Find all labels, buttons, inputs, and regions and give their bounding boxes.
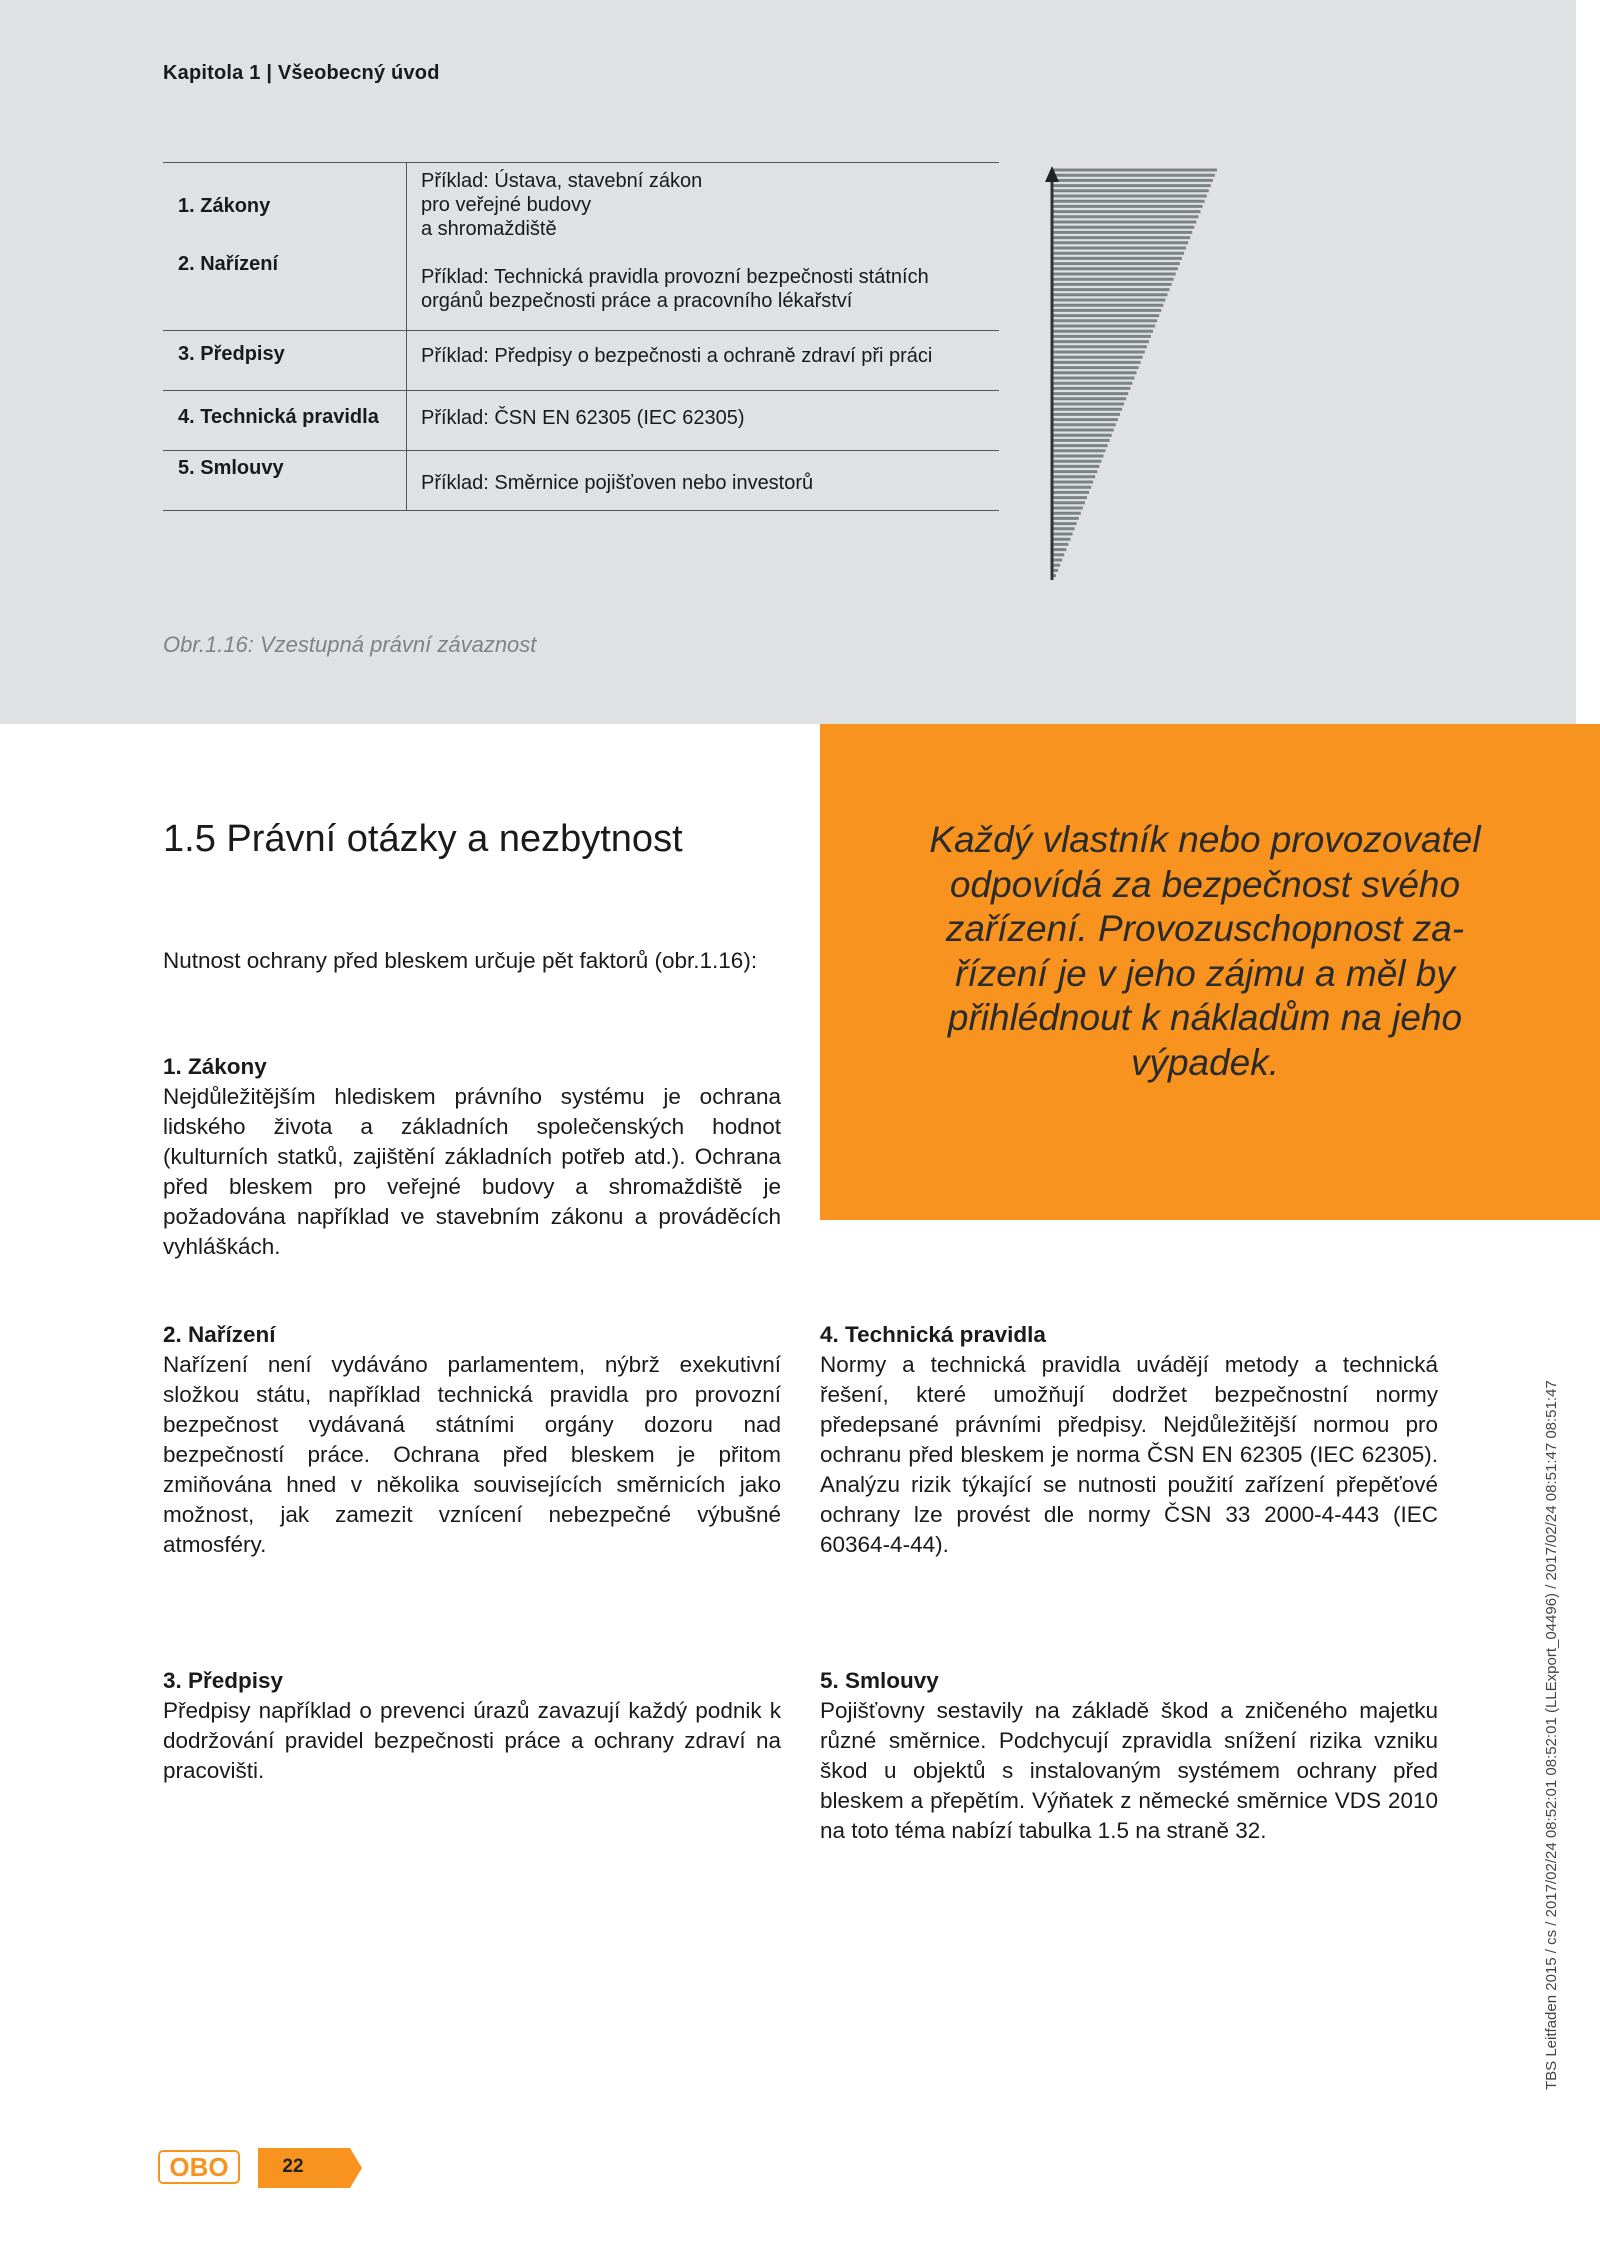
text-technicka-pravidla: Normy a technická pravidla uvádějí metody a technická řešení, které umožňují dodržet bezpečnostní normy předepsané právními předpisy. Nejdůležitější normou pro ochranu před bleskem je norma ČSN EN 62305 (IEC 62305). Analýzu rizik týkající se nutnosti použití zařízení přepěťové ochrany lze provést dle normy ČSN 33 2000-4-443 (IEC 60364-4-44).	[820, 1352, 1438, 1557]
obo-logo	[158, 2150, 240, 2184]
chapter-header: Kapitola 1 | Všeobecný úvod	[163, 62, 440, 84]
intro-paragraph: Nutnost ochrany před bleskem určuje pět faktorů (obr.1.16):	[163, 948, 758, 973]
row-example-predpisy: Příklad: Předpisy o bezpečnosti a ochraně zdraví při práci	[421, 345, 933, 367]
paragraph-smlouvy	[820, 1666, 1438, 1846]
subheading-predpisy: 3. Předpisy	[163, 1668, 284, 1693]
svg-text:OBO: OBO	[169, 2152, 229, 2182]
subheading-narizeni: 2. Nařízení	[163, 1322, 276, 1347]
document-meta-vertical: TBS Leitfaden 2015 / cs / 2017/02/24 08:52:01 08:52:01 (LLExport_04496) / 2017/02/24 08:51:47 08:51:47	[1543, 1380, 1560, 2090]
paragraph-narizeni	[163, 1320, 781, 1560]
text-smlouvy: Pojišťovny sestavily na základě škod a zničeného majetku různé směrnice. Podchycují zpravidla snížení rizika vzniku škod u objektů s instalovaným systémem ochrany před bleskem a přepětím. Výňatek z německé směrnice VDS 2010 na toto téma nabízí tabulka 1.5 na straně 32.	[820, 1698, 1438, 1843]
row-label-smlouvy: 5. Smlouvy	[163, 451, 407, 510]
row-label-zakony: 1. Zákony	[178, 195, 271, 217]
quote-text: Každý vlastník nebo provozovatel odpovídá za bezpečnost svého zařízení. Provozuschopnost za- řízení je v jeho zájmu a měl by přihlédnout k nákladům na jeho výpadek.	[929, 819, 1481, 1083]
row-label-technicka: 4. Technická pravidla	[163, 391, 407, 450]
legal-hierarchy-table	[163, 162, 999, 511]
paragraph-predpisy	[163, 1666, 781, 1786]
text-narizeni: Nařízení není vydáváno parlamentem, nýbrž exekutivní složkou státu, například technická pravidla pro provozní bezpečnost vydávaná státními orgány dozoru nad bezpečností práce. Ochrana před bleskem je přitom zmiňována hned v několika souvisejících směrnicích jako možnost, jak zamezit vznícení nebezpečné výbušné atmosféry.	[163, 1352, 781, 1557]
table-row	[163, 451, 999, 511]
row-example-narizeni: Příklad: Technická pravidla provozní bezpečnosti státních orgánů bezpečnosti práce a pracovního lékařství	[421, 266, 929, 312]
row-label-narizeni: 2. Nařízení	[178, 253, 279, 275]
subheading-zakony: 1. Zákony	[163, 1054, 267, 1079]
page-number: 22	[282, 2156, 304, 2177]
subheading-technicka-pravidla: 4. Technická pravidla	[820, 1322, 1046, 1347]
row-example-zakony: Příklad: Ústava, stavební zákon pro veřejné budovy a shromaždiště	[421, 170, 703, 240]
table-row	[163, 331, 999, 391]
table-row	[163, 391, 999, 451]
ascending-wedge-graphic	[1040, 160, 1230, 590]
subheading-smlouvy: 5. Smlouvy	[820, 1668, 939, 1693]
paragraph-zakony	[163, 1052, 781, 1262]
section-heading: 1.5 Právní otázky a nezbytnost	[163, 818, 683, 860]
paragraph-technicka-pravidla	[820, 1320, 1438, 1560]
text-predpisy: Předpisy například o prevenci úrazů zavazují každý podnik k dodržování pravidel bezpečnosti práce a ochrany zdraví na pracovišti.	[163, 1698, 781, 1783]
text-zakony: Nejdůležitějším hlediskem právního systému je ochrana lidského života a základních společenských hodnot (kulturních statků, zajištění základních potřeb atd.). Ochrana před bleskem pro veřejné budovy a shromaždiště je požadována například ve stavebním zákonu a prováděcích vyhláškách.	[163, 1084, 781, 1259]
table-row	[163, 163, 999, 331]
figure-caption: Obr.1.16: Vzestupná právní závaznost	[163, 632, 537, 657]
row-example-smlouvy: Příklad: Směrnice pojišťoven nebo investorů	[421, 472, 814, 494]
row-example-technicka: Příklad: ČSN EN 62305 (IEC 62305)	[421, 407, 745, 429]
row-label-predpisy: 3. Předpisy	[163, 331, 407, 390]
